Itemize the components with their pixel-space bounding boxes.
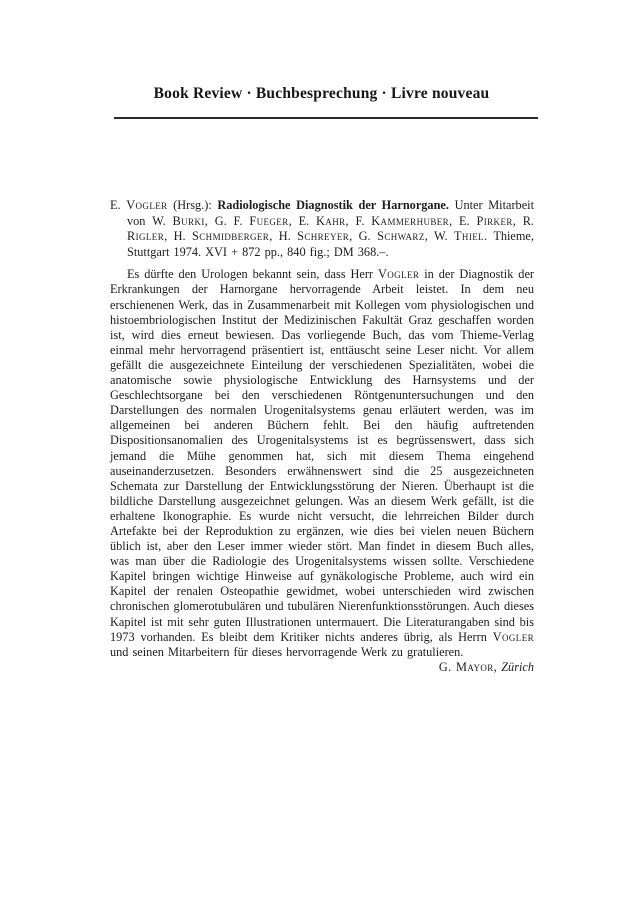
review-paragraph xyxy=(110,267,535,674)
page-content xyxy=(110,198,534,675)
page-title: Book Review · Buchbesprechung · Livre nouveau xyxy=(153,85,490,102)
book-citation-paragraph: E. Vogler (Hrsg.): Radiologische Diagnostik der Harnorgane. Unter Mitarbeit von W. Burki, G. F. Fueger, E. Kahr, F. Kammerhuber, E. Pirker, R. Rigler, H. Schmidberger, H. Schreyer, G. Schwarz, W. Thiel. Thieme, Stuttgart 1974. XVI + 872 pp., 840 fig.; DM 368.–. xyxy=(110,198,534,259)
reviewer-signature: G. Mayor, Zürich xyxy=(438,659,534,674)
review-body-text: Es dürfte den Urologen bekannt sein, dass Herr Vogler in der Diagnostik der Erkrankungen der Harnorgane hervorragende Arbeit leistet. In dem neu erschienenen Werk, das in Zusammenarbeit mit Kollegen vom physiologischen und histoembriologischen Institut der Medizinischen Fakultät Graz geschaffen worden ist, wird dies erneut bewiesen. Das vorliegende Buch, das vom Thieme-Verlag einmal mehr hervorragend präsentiert ist, enttäuscht seine Leser nicht. Vor allem gefällt die ausgezeichnete Einteilung der verschiedenen Spezialitäten, wobei die anatomische sowie physiologische Entwicklung des Harnsystems und der Geschlechtsorgane bei den verschiedenen Röntgenuntersuchungen und den Darstellungen des normalen Urogenitalsystems genau erläutert werden, was im allgemeinen bei anderen Büchern fehlt. Bei den häufig auftretenden Dispositionsanomalien des Urogenitalsystems ist es begrüssenswert, dass sich jemand die Mühe genommen hat, sich mit diesem Thema eingehend auseinanderzusetzen. Besonders erwähnenswert sind die 25 ausgezeichneten Schemata zur Darstellung der Entwicklungsstörung der Nieren. Überhaupt ist die bildliche Darstellung ausgezeichnet gelungen. Was an diesem Werk gefällt, ist die erhaltene Ikonographie. Es wurde nicht versucht, die lehrreichen Bilder durch Artefakte bei der Reproduktion zu ergänzen, wie dies bei vielen neuen Büchern üblich ist, aber den Leser immer wieder stört. Man findet in diesem Buch alles, was man über die Radiologie des Urogenitalsystems wissen sollte. Verschiedene Kapitel bringen wichtige Hinweise auf gynäkologische Probleme, auch wird ein Kapitel der renalen Osteopathie gewidmet, wobei unterschieden wird zwischen chronischen glomerotubulären und tubulären Nierenfunktionsstörungen. Auch dieses Kapitel ist mit sehr guten Illustrationen untermauert. Die Literaturangaben sind bis 1973 vorhanden. Es bleibt dem Kritiker nichts anderes übrig, als Herrn Vogler und seinen Mitarbeitern für dieses hervorragende Werk zu gratulieren. xyxy=(110,267,535,659)
header-divider-rule xyxy=(114,117,538,119)
